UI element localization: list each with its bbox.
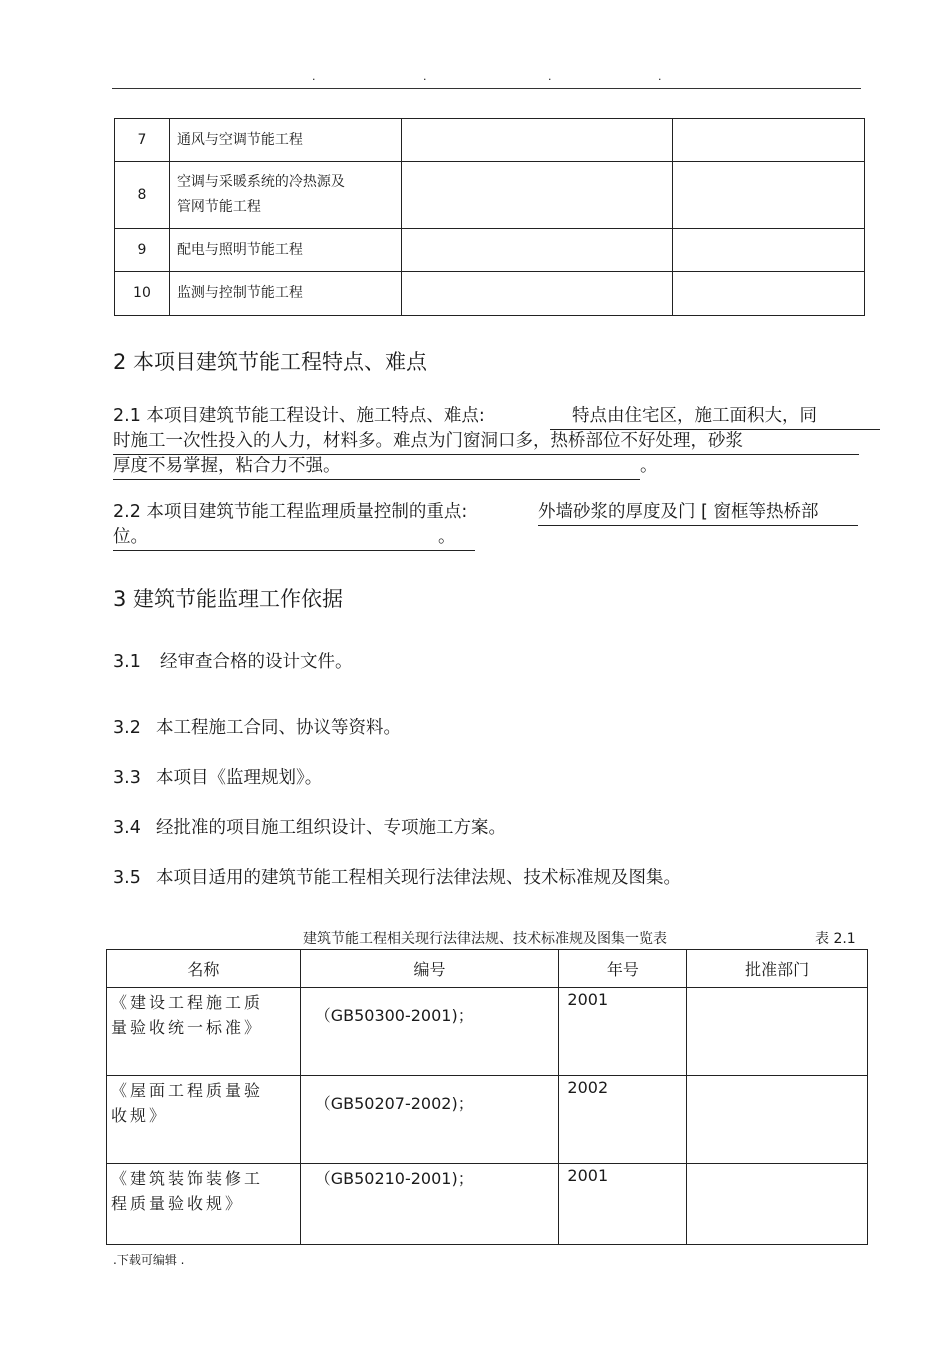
item-text: 经批准的项目施工组织设计、专项施工方案。 (156, 818, 506, 838)
regulation-name (107, 1076, 301, 1164)
table-header-row (107, 950, 868, 988)
regulation-name (107, 1164, 301, 1245)
section-2-title: 2 本项目建筑节能工程特点、难点 (113, 350, 428, 374)
empty-cell (673, 229, 865, 272)
basis-item (113, 766, 322, 791)
item-number: 3.5 (113, 868, 141, 888)
underlined-answer: 时施工一次性投入的人力，材料多。难点为门窗洞口多，热桥部位不好处理，砂浆 (113, 429, 859, 455)
basis-item (113, 650, 353, 675)
name-line: 程质量验收规》 (111, 1194, 245, 1213)
column-header: 名称 (107, 950, 301, 988)
name-line: 量验收统一标准》 (111, 1018, 264, 1037)
paragraph-2-2 (113, 500, 863, 550)
underlined-text: 位。 (113, 527, 148, 547)
table-row (115, 272, 865, 316)
item-text: 本项目适用的建筑节能工程相关现行法律法规、技术标准规及图集。 (156, 868, 681, 888)
item-number: 3.3 (113, 768, 141, 788)
regulation-code: （GB50207-2002)； (300, 1076, 559, 1164)
column-header: 年号 (559, 950, 687, 988)
row-number: 8 (115, 162, 170, 229)
paragraph-label: 2.1 本项目建筑节能工程设计、施工特点、难点: (113, 406, 485, 426)
row-name-line: 空调与采暖系统的冷热源及 (176, 174, 345, 190)
empty-cell (401, 119, 673, 162)
empty-cell (673, 272, 865, 316)
regulation-year: 2001 (559, 988, 687, 1076)
basis-item (113, 816, 506, 841)
item-number: 3.4 (113, 818, 141, 838)
table-row (107, 1076, 868, 1164)
regulations-table (106, 949, 868, 1245)
header-dot: . (423, 70, 427, 83)
underlined-answer: 厚度不易掌握，粘合力不强。 (113, 454, 640, 480)
empty-cell (673, 162, 865, 229)
item-number: 3.2 (113, 718, 141, 738)
table-caption: 建筑节能工程相关现行法律法规、技术标准规及图集一览表 (303, 931, 667, 947)
name-line: 《建筑装饰装修工 (111, 1169, 264, 1188)
underlined-answer: 外墙砂浆的厚度及门 [ 窗框等热桥部 (538, 500, 858, 526)
row-number: 9 (115, 229, 170, 272)
regulation-year: 2002 (559, 1076, 687, 1164)
page-header (0, 70, 950, 84)
paragraph-label: 2.2 本项目建筑节能工程监理质量控制的重点: (113, 502, 468, 522)
item-text: 本工程施工合同、协议等资料。 (156, 718, 401, 738)
basis-item (113, 716, 401, 741)
item-number: 3.1 (113, 652, 141, 672)
row-name-line: 管网节能工程 (176, 199, 261, 215)
table-row (115, 229, 865, 272)
row-name: 配电与照明节能工程 (169, 229, 401, 272)
approval-dept (687, 988, 868, 1076)
name-line: 《屋面工程质量验 (111, 1081, 264, 1100)
header-dot: . (312, 70, 316, 83)
regulation-code: （GB50300-2001)； (300, 988, 559, 1076)
header-dot: . (658, 70, 662, 83)
table-row (115, 162, 865, 229)
basis-item (113, 866, 681, 891)
approval-dept (687, 1076, 868, 1164)
approval-dept (687, 1164, 868, 1245)
underlined-answer (113, 525, 475, 551)
column-header: 批准部门 (687, 950, 868, 988)
item-text: 经审查合格的设计文件。 (160, 652, 353, 672)
table-row (107, 1164, 868, 1245)
row-name (169, 162, 401, 229)
section-3-title: 3 建筑节能监理工作依据 (113, 587, 344, 611)
page-footer: .下载可编辑 . (113, 1253, 185, 1267)
regulation-code: （GB50210-2001)； (300, 1164, 559, 1245)
empty-cell (401, 272, 673, 316)
column-header: 编号 (300, 950, 559, 988)
empty-cell (401, 229, 673, 272)
item-text: 本项目《监理规划》。 (156, 768, 323, 788)
row-number: 10 (115, 272, 170, 316)
underlined-answer: 特点由住宅区，施工面积大，同 (550, 404, 880, 430)
table-label: 表 2.1 (815, 931, 856, 947)
row-name: 通风与空调节能工程 (169, 119, 401, 162)
regulation-year: 2001 (559, 1164, 687, 1245)
table-row (107, 988, 868, 1076)
header-rule (112, 88, 861, 89)
period: 。 (438, 527, 456, 547)
row-name: 监测与控制节能工程 (169, 272, 401, 316)
name-line: 收规》 (111, 1106, 169, 1125)
empty-cell (673, 119, 865, 162)
row-number: 7 (115, 119, 170, 162)
table-row (115, 119, 865, 162)
empty-cell (401, 162, 673, 229)
name-line: 《建设工程施工质 (111, 993, 264, 1012)
period: 。 (640, 456, 658, 476)
paragraph-2-1 (113, 404, 863, 479)
energy-works-table (114, 118, 865, 316)
header-dot: . (548, 70, 552, 83)
regulation-name (107, 988, 301, 1076)
